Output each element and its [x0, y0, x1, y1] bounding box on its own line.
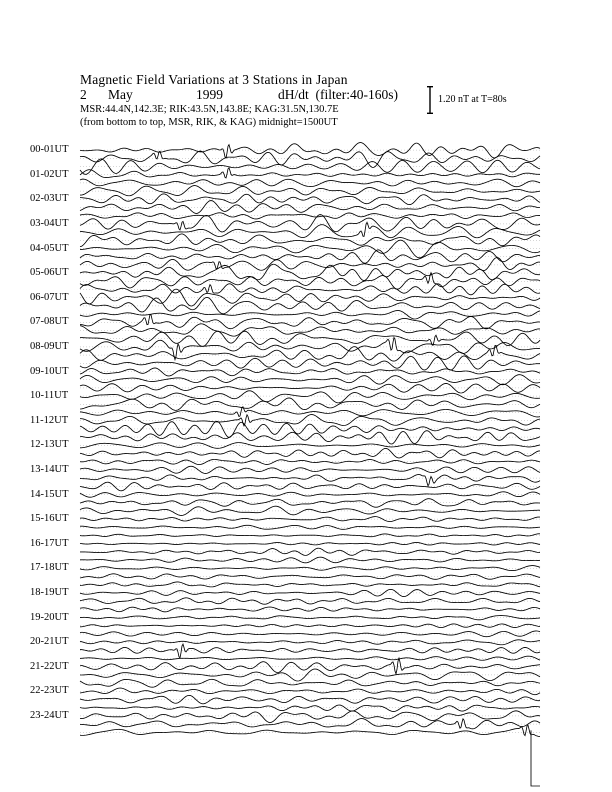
- station-trace-msr: [80, 258, 540, 271]
- station-trace-kag: [80, 391, 540, 403]
- station-trace-msr: [80, 482, 540, 491]
- date-month: May: [108, 87, 133, 102]
- station-trace-msr: [80, 705, 540, 711]
- station-trace-kag: [80, 566, 540, 571]
- waveform-traces: [80, 143, 540, 786]
- hour-label: 23-24UT: [30, 709, 69, 721]
- scale-label: 1.20 nT at T=80s: [438, 94, 507, 105]
- quantity-label: dH/dt: [278, 87, 309, 102]
- station-trace-msr: [80, 234, 540, 247]
- hour-label: 05-06UT: [30, 267, 69, 279]
- station-trace-msr: [80, 407, 540, 417]
- station-trace-kag: [80, 688, 540, 695]
- station-trace-msr: [80, 582, 540, 587]
- station-trace-rik: [80, 499, 540, 508]
- hour-label: 02-03UT: [30, 193, 69, 205]
- station-trace-msr: [80, 656, 540, 660]
- station-trace-kag: [80, 443, 540, 449]
- hour-label: 22-23UT: [30, 685, 69, 697]
- hour-label: 10-11UT: [30, 390, 69, 402]
- hour-label: 14-15UT: [30, 488, 69, 500]
- order-note: (from bottom to top, MSR, RIK, & KAG) midnight=1500UT: [80, 117, 338, 128]
- station-trace-rik: [80, 448, 540, 458]
- station-trace-rik: [80, 201, 540, 214]
- station-trace-msr: [80, 213, 540, 219]
- station-trace-kag: [80, 542, 540, 545]
- station-trace-msr: [80, 725, 540, 736]
- station-trace-rik: [80, 297, 540, 313]
- station-trace-kag: [80, 711, 540, 723]
- hour-label: 21-22UT: [30, 660, 69, 672]
- hour-label: 13-14UT: [30, 463, 69, 475]
- hour-label: 09-10UT: [30, 365, 69, 377]
- filter-label: (filter:40-160s): [315, 87, 398, 102]
- chart-title: Magnetic Field Variations at 3 Stations in Japan: [80, 72, 348, 87]
- hour-label: 07-08UT: [30, 316, 69, 328]
- station-trace-msr: [80, 186, 540, 196]
- station-trace-msr: [80, 356, 540, 370]
- station-trace-kag: [80, 616, 540, 620]
- hour-label: 11-12UT: [30, 414, 69, 426]
- hour-label: 18-19UT: [30, 586, 69, 598]
- station-trace-rik: [80, 644, 540, 658]
- date-year: 1999: [196, 87, 223, 102]
- station-trace-kag: [80, 240, 540, 258]
- station-trace-msr: [80, 431, 540, 444]
- hour-label: 00-01UT: [30, 144, 69, 156]
- hour-label: 17-18UT: [30, 562, 69, 574]
- station-trace-msr: [80, 534, 540, 537]
- hour-label: 04-05UT: [30, 242, 69, 254]
- hour-label: 06-07UT: [30, 291, 69, 303]
- hour-label: 20-21UT: [30, 636, 69, 648]
- station-trace-rik: [80, 475, 540, 486]
- hour-label: 01-02UT: [30, 168, 69, 180]
- station-trace-rik: [80, 719, 540, 729]
- station-trace-rik: [80, 273, 540, 289]
- station-trace-kag: [80, 368, 540, 376]
- trace-baselines: [80, 150, 540, 732]
- hour-label: 03-04UT: [30, 217, 69, 229]
- hour-label: 12-13UT: [30, 439, 69, 451]
- station-trace-kag: [80, 315, 540, 329]
- hour-label: 08-09UT: [30, 340, 69, 352]
- station-trace-rik: [80, 151, 540, 167]
- station-trace-msr: [80, 460, 540, 465]
- hour-label: 19-20UT: [30, 611, 69, 623]
- date-day: 2: [80, 87, 87, 102]
- trace-tail: [531, 730, 540, 786]
- hour-label: 15-16UT: [30, 513, 69, 525]
- station-trace-msr: [80, 383, 540, 393]
- station-trace-rik: [80, 624, 540, 628]
- stations-line: MSR:44.4N,142.3E; RIK:43.5N,143.8E; KAG:31.5N,130.7E: [80, 104, 339, 115]
- scale-bar-icon: [426, 86, 434, 114]
- hour-label: 16-17UT: [30, 537, 69, 549]
